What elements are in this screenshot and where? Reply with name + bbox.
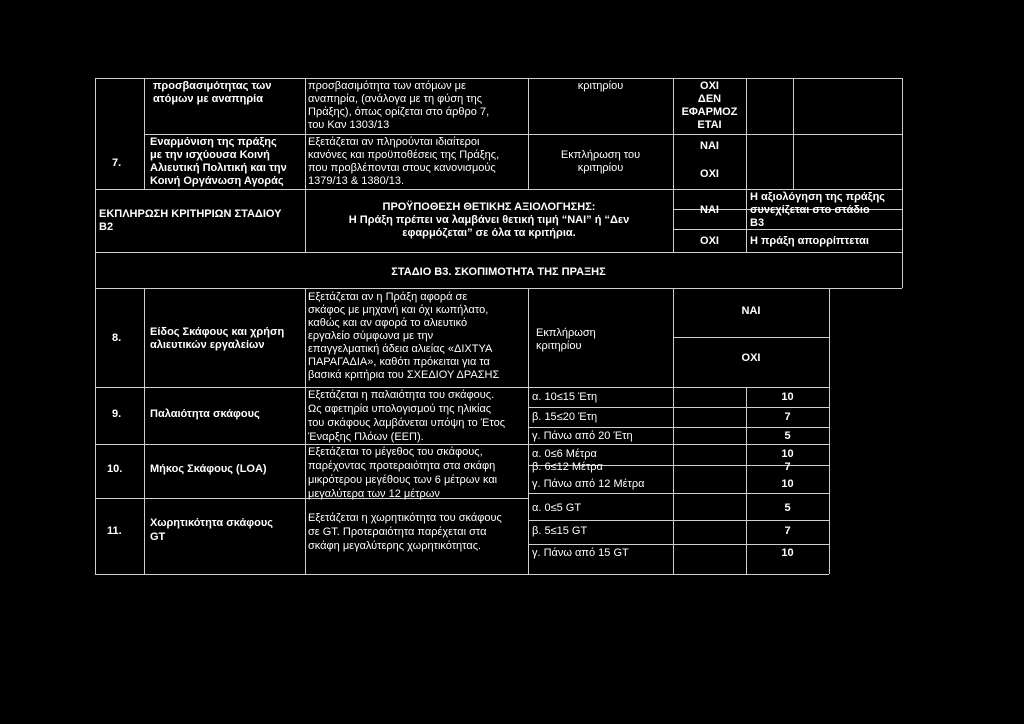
option-score: 5 bbox=[784, 502, 791, 514]
row-number: 10. bbox=[107, 463, 123, 475]
option-score: 10 bbox=[781, 547, 794, 559]
criterion-title: Εναρμόνιση της πράξης bbox=[150, 136, 277, 148]
answer-no: ΟΧΙ bbox=[700, 80, 719, 92]
answer-yes: ΝΑΙ bbox=[741, 305, 761, 317]
criterion-title: Χωρητικότητα σκάφους bbox=[150, 517, 273, 529]
result-continue: Η αξιολόγηση της πράξης bbox=[750, 191, 886, 203]
option-score: 7 bbox=[784, 525, 791, 537]
option-score: 10 bbox=[781, 391, 794, 403]
option-score: 7 bbox=[784, 461, 791, 473]
criterion-description: αναπηρία, (ανάλογα με τη φύση της bbox=[308, 93, 483, 105]
criterion-description: βασικά κριτήρια του ΣΧΕΔΙΟΥ ΔΡΑΣΗΣ bbox=[308, 369, 500, 381]
answer-not-applicable: ΔΕΝ bbox=[697, 93, 722, 105]
criterion-description: του σκάφους λαμβάνεται υπόψη το Έτος bbox=[308, 417, 506, 429]
criterion-fulfilment: Εκπλήρωση του bbox=[560, 149, 641, 161]
answer-no: ΟΧΙ bbox=[700, 235, 719, 247]
criterion-description: μεγαλύτερα των 12 μέτρων bbox=[308, 488, 440, 500]
criterion-description: σε GT. Προτεραιότητα παρέχεται στα bbox=[308, 526, 487, 538]
positive-evaluation-condition: εφαρμόζεται” σε όλα τα κριτήρια. bbox=[402, 227, 576, 239]
criterion-fulfilment: κριτηρίου bbox=[577, 80, 624, 92]
result-continue: Β3 bbox=[750, 217, 765, 229]
criterion-description: παρέχοντας προτεραιότητα στα σκάφη bbox=[308, 460, 496, 472]
criterion-title: GT bbox=[150, 531, 166, 543]
positive-evaluation-condition: ΠΡΟΫΠΟΘΕΣΗ ΘΕΤΙΚΗΣ ΑΞΙΟΛΟΓΗΣΗΣ: bbox=[382, 201, 596, 213]
answer-yes: ΝΑΙ bbox=[700, 204, 719, 216]
criterion-description: Εξετάζεται η χωρητικότητα του σκάφους bbox=[308, 512, 502, 524]
option-label: γ. Πάνω από 20 Έτη bbox=[532, 430, 633, 442]
criterion-description: ΠΑΡΑΓΑΔΙΑ», καθότι πρόκειται για τα bbox=[308, 356, 490, 368]
criterion-title: ατόμων με αναπηρία bbox=[153, 93, 263, 105]
option-score: 10 bbox=[781, 478, 794, 490]
criterion-title: προσβασιμότητας των bbox=[153, 80, 272, 92]
stage-b2-label: ΕΚΠΛΗΡΩΣΗ ΚΡΙΤΗΡΙΩΝ ΣΤΑΔΙΟΥ bbox=[99, 208, 282, 220]
positive-evaluation-condition: Η Πράξη πρέπει να λαμβάνει θετική τιμή “ΝΑΙ” ή “Δεν bbox=[348, 214, 630, 226]
criterion-description: κανόνες και προϋποθέσεις της Πράξης, bbox=[308, 149, 500, 161]
answer-not-applicable: ΕΦΑΡΜΟΖ bbox=[681, 106, 738, 118]
criterion-title: Μήκος Σκάφους (LOA) bbox=[150, 463, 267, 475]
criterion-description: Εξετάζεται αν η Πράξη αφορά σε bbox=[308, 291, 468, 303]
criterion-fulfilment: κριτηρίου bbox=[536, 340, 582, 352]
criterion-description: εργαλείο σύμφωνα με την bbox=[308, 330, 434, 342]
row-number: 11. bbox=[107, 525, 122, 537]
criterion-title: αλιευτικών εργαλείων bbox=[150, 339, 265, 351]
option-label: α. 0≤6 Μέτρα bbox=[532, 448, 597, 460]
criterion-description: Εξετάζεται αν πληρούνται ιδιαίτεροι bbox=[308, 136, 480, 148]
answer-no: ΟΧΙ bbox=[700, 168, 719, 180]
result-rejected: Η πράξη απορρίπτεται bbox=[750, 235, 869, 247]
option-label: β. 5≤15 GT bbox=[532, 525, 588, 537]
criterion-fulfilment: Εκπλήρωση bbox=[536, 327, 596, 339]
option-label: β. 15≤20 Έτη bbox=[532, 411, 598, 423]
criterion-description: Έναρξης Πλόων (ΕΕΠ). bbox=[308, 431, 424, 443]
criterion-description: προσβασιμότητα των ατόμων με bbox=[308, 80, 466, 92]
criterion-description: 1379/13 & 1380/13. bbox=[308, 175, 405, 187]
answer-yes: ΝΑΙ bbox=[700, 140, 719, 152]
criteria-table bbox=[95, 78, 902, 574]
criterion-title: Κοινή Οργάνωση Αγοράς bbox=[150, 175, 284, 187]
criterion-description: επαγγελματική άδεια αλιείας «ΔΙΧΤΥΑ bbox=[308, 343, 493, 355]
criterion-description: του Καν 1303/13 bbox=[308, 119, 390, 131]
option-label: γ. Πάνω από 15 GT bbox=[532, 547, 629, 559]
row-number: 8. bbox=[112, 332, 122, 344]
option-label: α. 0≤5 GT bbox=[532, 502, 582, 514]
criterion-description: καθώς και αν αφορά το αλιευτικό bbox=[308, 317, 468, 329]
stage-b3-title: ΣΤΑΔΙΟ Β3. ΣΚΟΠΙΜΟΤΗΤΑ ΤΗΣ ΠΡΑΞΗΣ bbox=[391, 266, 606, 278]
criterion-description: που προβλέπονται στους κανονισμούς bbox=[308, 162, 496, 174]
criterion-description: Εξετάζεται η παλαιότητα του σκάφους. bbox=[308, 389, 495, 401]
criterion-description: Πράξης), όπως ορίζεται στο άρθρο 7, bbox=[308, 106, 490, 118]
answer-not-applicable: ΕΤΑΙ bbox=[697, 119, 722, 131]
row-number: 7. bbox=[112, 157, 122, 169]
criterion-fulfilment: κριτηρίου bbox=[577, 162, 624, 174]
option-score: 10 bbox=[781, 448, 794, 460]
criterion-description: Εξετάζεται το μέγεθος του σκάφους, bbox=[308, 446, 483, 458]
option-label: α. 10≤15 Έτη bbox=[532, 391, 598, 403]
option-label: β. 6≤12 Μέτρα bbox=[532, 461, 603, 473]
stage-b2-label: Β2 bbox=[99, 221, 114, 233]
answer-no: ΟΧΙ bbox=[741, 352, 761, 364]
option-label: γ. Πάνω από 12 Μέτρα bbox=[532, 478, 645, 490]
criterion-description: σκάφη μεγαλύτερης χωρητικότητας. bbox=[308, 540, 482, 552]
option-score: 7 bbox=[784, 411, 791, 423]
criterion-description: Ως αφετηρία υπολογισμού της ηλικίας bbox=[308, 403, 492, 415]
criterion-description: μικρότερου μεγέθους των 6 μέτρων και bbox=[308, 474, 498, 486]
criterion-title: με την ισχύουσα Κοινή bbox=[150, 149, 270, 161]
criterion-title: Αλιευτική Πολιτική και την bbox=[150, 162, 287, 174]
criterion-title: Παλαιότητα σκάφους bbox=[150, 408, 260, 420]
criterion-title: Είδος Σκάφους και χρήση bbox=[150, 326, 285, 338]
option-score: 5 bbox=[784, 430, 791, 442]
result-continue: συνεχίζεται στο στάδιο bbox=[750, 204, 870, 216]
criterion-description: σκάφος με μηχανή και όχι κωπήλατο, bbox=[308, 304, 489, 316]
row-number: 9. bbox=[112, 408, 122, 420]
